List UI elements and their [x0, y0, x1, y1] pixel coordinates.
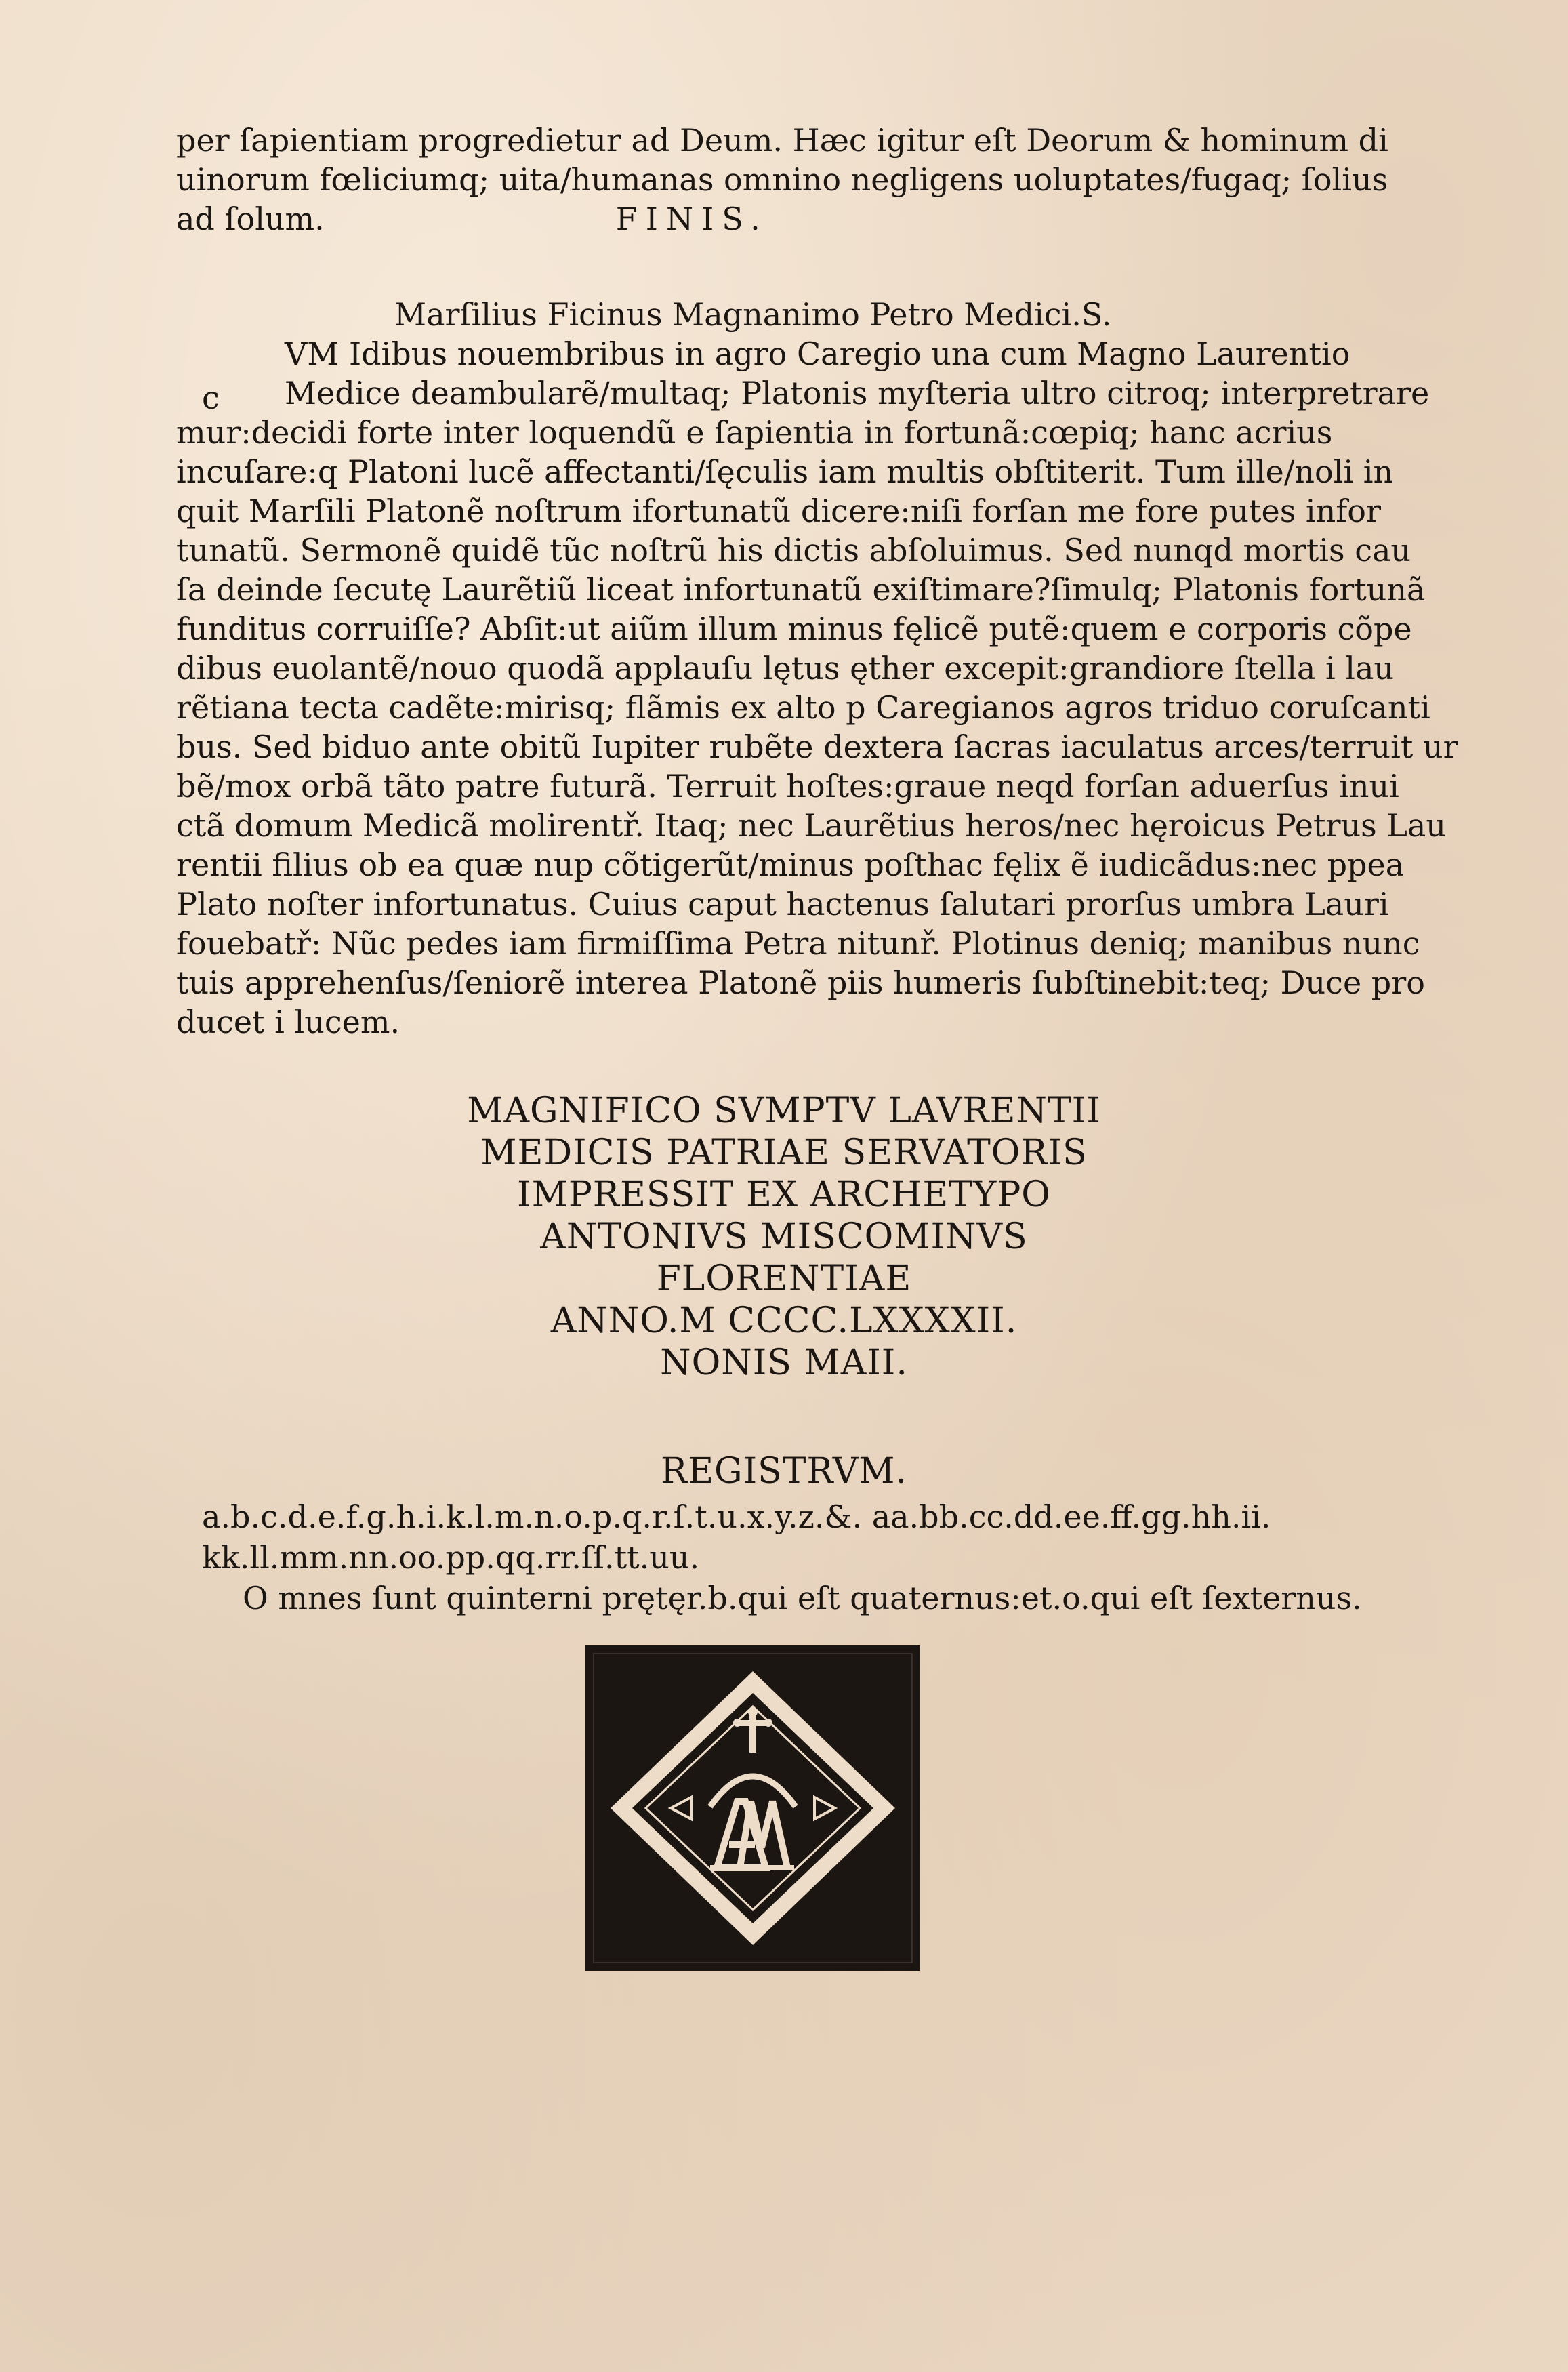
- letter-line: quit Marſili Platonẽ noſtrum ifortunatũ dicere:niſi forſan me fore putes infor: [176, 493, 1381, 529]
- letter-line: VM Idibus nouembribus in agro Caregio una cum Magno Laurentio: [285, 335, 1350, 372]
- colophon-line: IMPRESSIT EX ARCHETYPO: [517, 1174, 1051, 1215]
- mark-cross-bar: [737, 1720, 768, 1726]
- colophon-line: ANNO.M CCCC.LXXXXII.: [550, 1301, 1018, 1341]
- opening-passage: [176, 121, 1388, 239]
- letter-line: bẽ/mox orbã tãto patre futurã. Terruit hoſtes:graue neqd forſan aduerſus inui: [176, 768, 1399, 804]
- colophon: [0, 1090, 1568, 1384]
- letter-line: ctã domum Medicã molirentř. Itaq; nec Laurẽtius heros/nec hęroicus Petrus Lau: [176, 807, 1446, 844]
- letter-line: tuis apprehenſus/ſeniorẽ interea Platonẽ piis humeris ſubſtinebit:teq; Duce pro: [176, 964, 1425, 1001]
- colophon-line: NONIS MAII.: [660, 1343, 908, 1383]
- colophon-line: ANTONIVS MISCOMINVS: [540, 1216, 1028, 1257]
- letter-line: fouebatř: Nũc pedes iam firmiſſima Petra nitunř. Plotinus deniq; manibus nunc: [176, 925, 1420, 962]
- letter-line: ducet i lucem.: [176, 1004, 400, 1040]
- opening-line: ad ſolum.: [176, 201, 325, 237]
- colophon-line: MEDICIS PATRIAE SERVATORIS: [480, 1132, 1088, 1173]
- mark-cross-right: [764, 1719, 772, 1727]
- opening-line: per ſapientiam progredietur ad Deum. Hæc igitur eſt Deorum & hominum di: [176, 122, 1388, 159]
- register-title: REGISTRVM.: [660, 1451, 908, 1492]
- finis-word: FINIS.: [615, 201, 768, 237]
- letter-line: bus. Sed biduo ante obitũ Iupiter rubẽte dextera ſacras iaculatus arces/terruit ur: [176, 729, 1458, 765]
- register-line: a.b.c.d.e.f.g.h.i.k.l.m.n.o.p.q.r.ſ.t.u.x.y.z.&. aa.bb.cc.dd.ee.ff.gg.hh.ii.: [202, 1498, 1271, 1535]
- letter-line: tunatũ. Sermonẽ quidẽ tũc noſtrũ his dictis abſoluimus. Sed nunqd mortis cau: [176, 532, 1411, 569]
- letter-line: incuſare:q Platoni lucẽ affectanti/ſęculis iam multis obſtiterit. Tum ille/noli in: [176, 453, 1394, 490]
- letter-body: [176, 334, 1458, 1042]
- mark-baseline: [710, 1865, 794, 1870]
- letter-line: Plato noſter infortunatus. Cuius caput hactenus ſalutari prorſus umbra Lauri: [176, 886, 1389, 922]
- register-note: O mnes ſunt quinterni prętęr.b.qui eſt quaternus:et.o.qui eſt ſexternus.: [243, 1580, 1362, 1616]
- colophon-line: MAGNIFICO SVMPTV LAVRENTII: [467, 1090, 1101, 1131]
- letter-line: rentii filius ob ea quæ nup cõtigerũt/minus poſthac fęlix ẽ iudicãdus:nec ppea: [176, 846, 1405, 883]
- letter-heading: Marſilius Ficinus Magnanimo Petro Medici.S.: [394, 296, 1112, 333]
- printer-mark-svg: [584, 1644, 922, 1972]
- letter-line: Medice deambularẽ/multaq; Platonis myſteria ultro citroq; interpretrare: [285, 375, 1430, 411]
- opening-last-line-row: [176, 199, 1274, 239]
- register: [202, 1496, 1362, 1618]
- printer-device-am-monogram-icon: [584, 1644, 922, 1972]
- register-line: kk.ll.mm.nn.oo.pp.qq.rr.ſſ.tt.uu.: [202, 1539, 700, 1576]
- mark-cross-top: [748, 1707, 758, 1717]
- guide-letter: c: [202, 380, 220, 416]
- opening-line: uinorum fœliciumq; uita/humanas omnino negligens uoluptates/fugaq; ſolius: [176, 161, 1388, 198]
- mark-cross-left: [733, 1719, 741, 1727]
- letter-line: dibus euolantẽ/nouo quodã applauſu lętus ęther excepit:grandiore ſtella i lau: [176, 650, 1395, 687]
- letter-line: ſa deinde ſecutę Laurẽtiũ liceat infortunatũ exiſtimare?ſimulq; Platonis fortunã: [176, 571, 1426, 608]
- letter-line: funditus corruiſſe? Abſit:ut aiũm illum minus fęlicẽ putẽ:quem e corporis cõpe: [176, 611, 1412, 647]
- letter-line: mur:decidi forte inter loquendũ e ſapientia in fortunã:cœpiq; hanc acrius: [176, 414, 1333, 451]
- letter-line: rẽtiana tecta cadẽte:mirisq; flãmis ex alto p Caregianos agros triduo coruſcanti: [176, 689, 1430, 726]
- colophon-line: FLORENTIAE: [656, 1259, 912, 1299]
